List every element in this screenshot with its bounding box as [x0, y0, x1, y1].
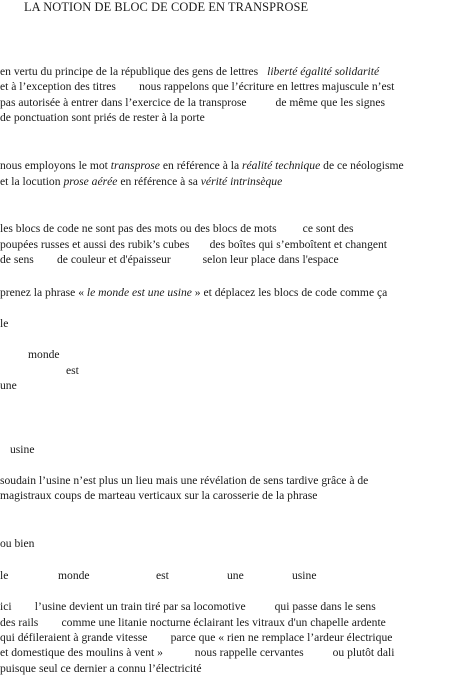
italic-phrase: prose aérée	[63, 175, 118, 188]
text: » et déplacez les blocs de code comme ça	[191, 286, 388, 299]
row-word-usine: usine	[292, 569, 317, 582]
paragraph-1-line-2: et à l’exception des titres nous rappelons que l’écriture en lettres majuscule n’est	[0, 80, 395, 93]
text: de ce néologisme	[320, 159, 404, 172]
text: en référence à la	[159, 159, 243, 172]
paragraph-5-line-1: soudain l’usine n’est plus un lieu mais une révélation de sens tardive grâce à de	[0, 474, 369, 487]
row-word-monde: monde	[58, 569, 90, 582]
paragraph-6-line-1: ici l’usine devient un train tiré par sa locomotive qui passe dans le sens	[0, 600, 376, 613]
paragraph-3-line-2: poupées russes et aussi des rubik’s cubes des boîtes qui s’emboîtent et changent	[0, 238, 388, 251]
row-word-une: une	[227, 569, 244, 582]
scatter-word-une: une	[0, 379, 17, 392]
row-word-est: est	[156, 569, 169, 582]
row-word-le: le	[0, 569, 9, 582]
paragraph-3-line-1: les blocs de code ne sont pas des mots ou des blocs de mots ce sont des	[0, 222, 354, 235]
paragraph-6-line-4: et domestique des moulins à vent » nous rappelle cervantes ou plutôt dali	[0, 646, 395, 659]
italic-phrase: le monde est une usine	[86, 286, 192, 299]
text: prenez la phrase «	[0, 286, 87, 299]
page-title: LA NOTION DE BLOC DE CODE EN TRANSPROSE	[24, 0, 309, 14]
text: et la locution	[0, 175, 64, 188]
paragraph-2-line-1	[0, 158, 404, 173]
text: en vertu du principe de la république des gens de lettres	[0, 65, 262, 78]
paragraph-3-line-3: de sens de couleur et d'épaisseur selon leur place dans l'espace	[0, 253, 339, 266]
italic-phrase: réalité technique	[242, 159, 321, 172]
text: en référence à sa	[117, 175, 201, 188]
paragraph-5-line-2: magistraux coups de marteau verticaux sur la carosserie de la phrase	[0, 489, 318, 502]
text: nous employons le mot	[0, 159, 111, 172]
paragraph-6-line-2: des rails comme une litanie nocturne éclairant les vitraux d'un chapelle ardente	[0, 616, 386, 629]
paragraph-4	[0, 285, 387, 300]
paragraph-6-line-3: qui défileraient à grande vitesse parce que « rien ne remplace l’ardeur électrique	[0, 631, 393, 644]
paragraph-1-line-3: pas autorisée à entrer dans l’exercice de la transprose de même que les signes	[0, 96, 386, 109]
scatter-word-le: le	[0, 317, 9, 330]
ou-bien: ou bien	[0, 537, 35, 550]
paragraph-1-line-1	[0, 64, 379, 79]
paragraph-6-line-5: puisque seul ce dernier a connu l’électricité	[0, 662, 202, 675]
paragraph-2-line-2	[0, 174, 282, 189]
italic-phrase: vérité intrinsèque	[200, 175, 283, 188]
scatter-word-monde: monde	[28, 348, 60, 361]
italic-word: transprose	[110, 159, 160, 172]
scatter-word-est: est	[66, 364, 79, 377]
italic-phrase: liberté égalité solidarité	[267, 65, 380, 78]
scatter-word-usine: usine	[10, 443, 35, 456]
paragraph-1-line-4: de ponctuation sont priés de rester à la porte	[0, 111, 205, 124]
